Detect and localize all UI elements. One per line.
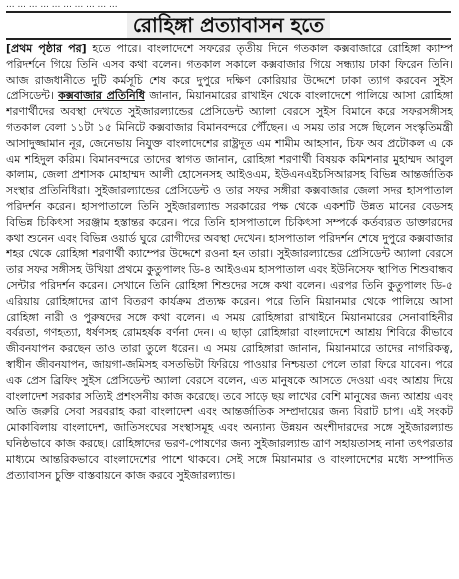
cut-off-text-strip: ... ... ... ... ... ... ... ... ... ... bbox=[6, 0, 118, 10]
article-body bbox=[6, 41, 453, 575]
headline: রোহিঙ্গা প্রত্যাবাসন হতে bbox=[127, 13, 330, 38]
headline-bar bbox=[6, 11, 451, 40]
dateline: কক্সবাজার প্রতিনিধি bbox=[58, 89, 145, 103]
article-paragraph bbox=[6, 41, 453, 483]
continued-from-tag: [প্রথম পৃষ্ঠার পর] bbox=[6, 42, 87, 55]
article-text-part2: জানান, মিয়ানমারের রাখাইন থেকে বাংলাদেশে পালিয়ে আসা রোহিঙ্গা শরণার্থীদের অবস্থা দেখতে সুইজারল্যান্ডের প্রেসিডেন্ট অ্যালা বেরসে সুইস বিমানে করে সফরসঙ্গীসহ গতকাল বেলা ১১টা ১৫ মিনিটে কক্সবাজার বিমানবন্দরে পৌঁছেন। এ সময় তার সঙ্গে ছিলেন সংস্কৃতিমন্ত্রী আসাদুজ্জামান নূর, জেনেভায় নিযুক্ত বাংলাদেশের রাষ্ট্রদূত এম শামীম আহসান, চিফ অব প্রটোকল এ কে এম শহিদুল করিম। বিমানবন্দরে তাদের স্বাগত জানান, রোহিঙ্গা শরণার্থী বিষয়ক কমিশনার মুহাম্মদ আবুল কালাম, জেলা প্রশাসক মোহাম্মদ আলী হোসেনসহ আইওএম, ইউএনএইচসিআরসহ বিভিন্ন আন্তর্জাতিক সংস্থার প্রতিনিধিরা। সুইজারল্যান্ডের প্রেসিডেন্ট ও তার সফর সঙ্গীরা কক্সবাজার জেলা সদর হাসপাতাল পরিদর্শন করেন। হাসপাতালে তিনি সুইজারল্যান্ড সরকারের পক্ষ থেকে একশটি উন্নত মানের বেডসহ বিভিন্ন চিকিৎসা সরঞ্জাম হস্তান্তর করেন। পরে তিনি হাসপাতালে চিকিৎসা সম্পর্কে কর্তব্যরত ডাক্তারদের কথা শুনেন এবং বিভিন্ন ওয়ার্ড ঘুরে রোগীদের অবস্থা দেখেন। হাসপাতাল পরিদর্শন শেষে দুপুরে কক্সবাজার শহর থেকে রোহিঙ্গা শরণার্থী ক্যাম্পের উদ্দেশে রওনা হন তারা। সুইজারল্যান্ডের প্রেসিডেন্ট অ্যালা বেরসে তার সফর সঙ্গীসহ উখিয়া প্রথমে কুতুপালং ডি-৪ আইওএম হাসপাতাল এবং ইউনিসেফ স্থাপিত শিশুবান্ধব সেন্টার পরিদর্শন করেন। সেখানে তিনি রোহিঙ্গা শিশুদের সঙ্গে কথা বলেন। এরপর তিনি কুতুপালং ডি-৫ এরিয়ায় রোহিঙ্গাদের ত্রাণ বিতরণ কার্যক্রম প্রত্যক্ষ করেন। পরে তিনি মিয়ানমার থেকে পালিয়ে আসা রোহিঙ্গা নারী ও পুরুষদের সঙ্গে কথা বলেন। এ সময় রোহিঙ্গারা রাখাইনে মিয়ানমারের সেনাবাহিনীর বর্বরতা, গণহত্যা, ধর্ষণসহ রোমহর্ষক বর্ণনা দেন। এ ছাড়া রোহিঙ্গারা বাংলাদেশে আশ্রয় শিবিরে কীভাবে জীবনযাপন করছেন তাও তারা তুলে ধরেন। এ সময় রোহিঙ্গারা জানান, মিয়ানমারে তাদের নাগরিকত্ব, স্বাধীন জীবনযাপন, জায়গা-জমিসহ বসতভিটা ফিরিয়ে পাওয়ার নিশ্চয়তা পেলে তারা ফিরে যাবেন। পরে এক প্রেস ব্রিফিং সুইস প্রেসিডেন্ট অ্যালা বেরসে বলেন, এত মানুষকে আসতে দেওয়া এবং আশ্রয় দিয়ে বাংলাদেশ সরকার সত্যিই প্রশংসনীয় কাজ করেছে। তবে সাড়ে ছয় লাখের বেশি মানুষের জন্য আশ্রয় এবং অতি জরুরি সেবা সরবরাহ করা বাংলাদেশ এবং আন্তর্জাতিক সম্প্রদায়ের জন্য বিরাট চাপ। এই সংকট মোকাবিলায় বাংলাদেশ, জাতিসংঘের সংস্থাসমূহ এবং অন্যান্য উন্নয়ন অংশীদারদের সঙ্গে সুইজারল্যান্ড ঘনিষ্ঠভাবে কাজ করছে। রোহিঙ্গাদের ভরণ-পোষণের জন্য সুইজারল্যান্ড ত্রাণ সহায়তাসহ নানা তৎপরতার মাধ্যমে আন্তরিকভাবে বাংলাদেশের পাশে থাকবে। সেই সঙ্গে মিয়ানমার ও বাংলাদেশের মধ্যে সম্পাদিত প্রত্যাবাসন চুক্তি বাস্তবায়নে কাজ করবে সুইজারল্যান্ড। bbox=[6, 89, 453, 482]
article-text-part1: হতে পারে। বাংলাদেশে সফরের তৃতীয় দিনে গতকাল কক্সবাজারে রোহিঙ্গা ক্যাম্প পরিদর্শনে গিয়ে তিনি এসব কথা বলেন। গতকাল সকালে কক্সবাজার গিয়ে সন্ধ্যায় ঢাকা ফিরেন তিনি। আজ রাজধানীতে দুটি কর্মসূচি শেষ করে দুপুরে দক্ষিণ কোরিয়ার উদ্দেশে ঢাকা ত্যাগ করবেন সুইস প্রেসিডেন্ট। bbox=[6, 42, 453, 103]
